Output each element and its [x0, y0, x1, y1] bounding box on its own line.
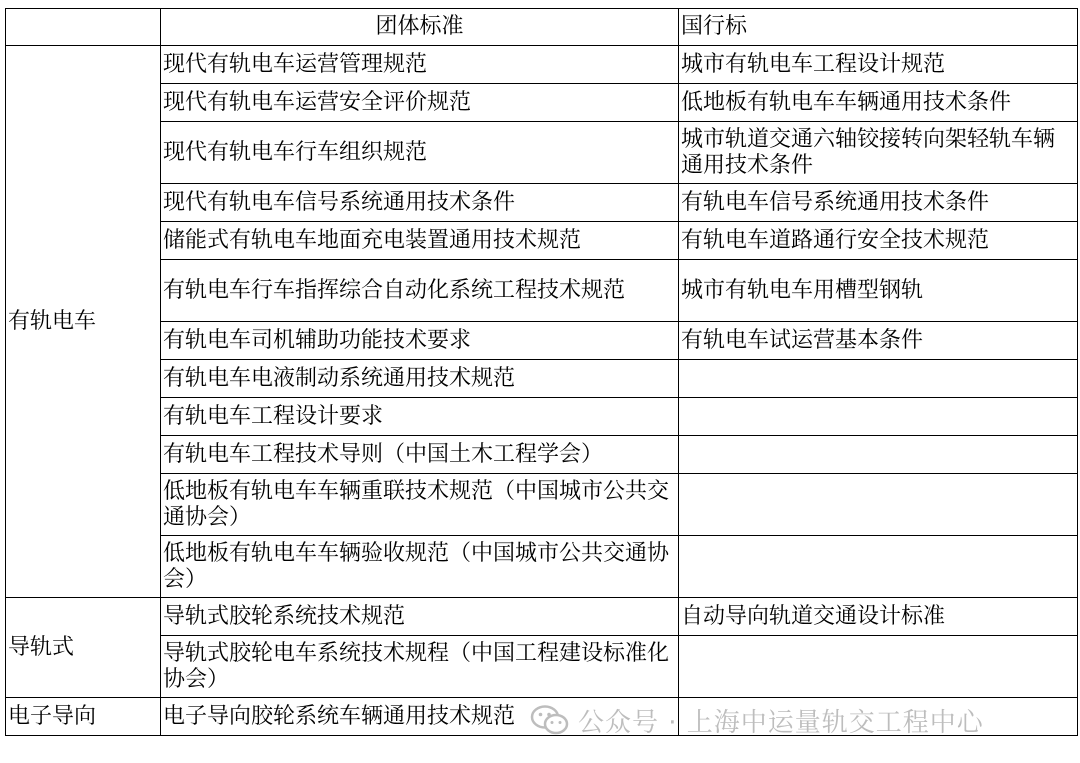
group-standard-cell: 储能式有轨电车地面充电装置通用技术规范: [161, 222, 679, 260]
national-standard-cell: 城市有轨电车用槽型钢轨: [679, 260, 1078, 322]
group-standard-cell: 低地板有轨电车车辆验收规范（中国城市公共交通协会）: [161, 536, 679, 598]
group-standard-cell: 有轨电车行车指挥综合自动化系统工程技术规范: [161, 260, 679, 322]
group-standard-cell: 导轨式胶轮电车系统技术规程（中国工程建设标准化协会）: [161, 636, 679, 698]
national-standard-cell: [679, 360, 1078, 398]
header-corner-cell: [6, 9, 161, 46]
group-standard-cell: 有轨电车工程设计要求: [161, 398, 679, 436]
group-standard-cell: 现代有轨电车运营安全评价规范: [161, 84, 679, 122]
national-standard-cell: [679, 436, 1078, 474]
table-row: [6, 398, 1078, 436]
header-national-standard: 国行标: [679, 9, 1078, 46]
national-standard-cell: 有轨电车信号系统通用技术条件: [679, 184, 1078, 222]
watermark-text: 公众号 · 上海中运量轨交工程中心: [578, 707, 984, 738]
table-row: [6, 322, 1078, 360]
national-standard-cell: [679, 536, 1078, 598]
header-row: [6, 9, 1078, 46]
table-row: [6, 474, 1078, 536]
standards-table: [5, 8, 1078, 736]
group-standard-cell: 现代有轨电车信号系统通用技术条件: [161, 184, 679, 222]
group-standard-cell: 低地板有轨电车车辆重联技术规范（中国城市公共交通协会）: [161, 474, 679, 536]
table-row: [6, 536, 1078, 598]
category-electronic-guidance: 电子导向: [6, 698, 161, 736]
national-standard-cell: [679, 636, 1078, 698]
category-tram: 有轨电车: [6, 46, 161, 598]
national-standard-cell: [679, 398, 1078, 436]
table-row: [6, 46, 1078, 84]
category-guided-rail: 导轨式: [6, 598, 161, 698]
national-standard-cell: 城市有轨电车工程设计规范: [679, 46, 1078, 84]
header-group-standard: 团体标准: [161, 9, 679, 46]
table-row: [6, 360, 1078, 398]
national-standard-cell: 低地板有轨电车车辆通用技术条件: [679, 84, 1078, 122]
table-row: [6, 636, 1078, 698]
national-standard-cell: [679, 698, 1078, 736]
table-row: [6, 698, 1078, 736]
group-standard-cell: 现代有轨电车行车组织规范: [161, 122, 679, 184]
national-standard-cell: 有轨电车道路通行安全技术规范: [679, 222, 1078, 260]
table-row: [6, 598, 1078, 636]
group-standard-cell: 有轨电车工程技术导则（中国土木工程学会）: [161, 436, 679, 474]
group-standard-cell: 有轨电车电液制动系统通用技术规范: [161, 360, 679, 398]
table-row: [6, 122, 1078, 184]
national-standard-cell: [679, 474, 1078, 536]
national-standard-cell: 自动导向轨道交通设计标准: [679, 598, 1078, 636]
table-row: [6, 84, 1078, 122]
table-row: [6, 260, 1078, 322]
table-row: [6, 222, 1078, 260]
national-standard-cell: 有轨电车试运营基本条件: [679, 322, 1078, 360]
table-row: [6, 184, 1078, 222]
group-standard-cell: 导轨式胶轮系统技术规范: [161, 598, 679, 636]
group-standard-cell: 有轨电车司机辅助功能技术要求: [161, 322, 679, 360]
table-row: [6, 436, 1078, 474]
national-standard-cell: 城市轨道交通六轴铰接转向架轻轨车辆通用技术条件: [679, 122, 1078, 184]
group-standard-cell: 现代有轨电车运营管理规范: [161, 46, 679, 84]
group-standard-cell: 电子导向胶轮系统车辆通用技术规范: [161, 698, 679, 736]
